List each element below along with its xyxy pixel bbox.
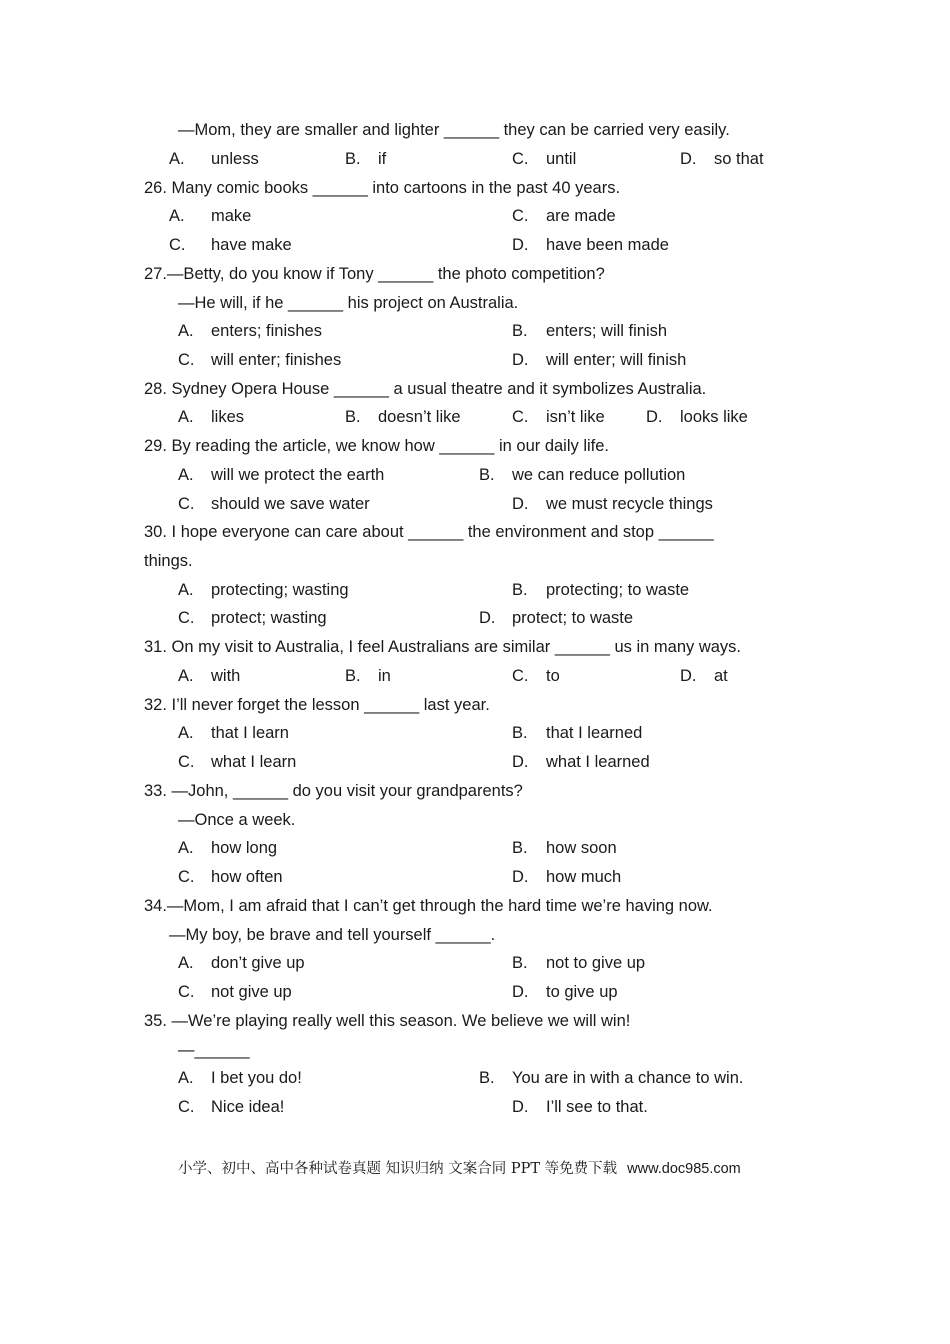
q27-option-a: enters; finishes (211, 322, 322, 340)
footer (178, 1159, 741, 1179)
q35-option-a: I bet you do! (211, 1069, 302, 1087)
q30-option-d: protect; to waste (512, 609, 634, 627)
q32-option-b: that I learned (546, 724, 643, 742)
q29-option-b: we can reduce pollution (512, 466, 686, 484)
q25-option-a-letter: A. (169, 150, 185, 168)
q25-reply: —Mom, they are smaller and lighter ______ they can be carried very easily. (178, 121, 730, 139)
q25-option-c: until (546, 150, 577, 168)
q25-option-d-letter: D. (680, 150, 697, 168)
q30-option-b-letter: B. (512, 581, 528, 599)
q35-option-d-letter: D. (512, 1098, 529, 1116)
q29-option-c-letter: C. (178, 495, 195, 513)
q34-reply: —My boy, be brave and tell yourself ______. (169, 926, 496, 944)
q30-option-a: protecting; wasting (211, 581, 349, 599)
footer-text: 小学、初中、高中各种试卷真题 知识归纳 文案合同 PPT 等免费下载 (178, 1161, 618, 1177)
q31-option-a: with (211, 667, 241, 685)
q26-option-c: have make (211, 236, 292, 254)
q33-option-b: how soon (546, 839, 617, 857)
q26-option-a: make (211, 207, 252, 225)
q30-option-b: protecting; to waste (546, 581, 690, 599)
q32-option-b-letter: B. (512, 724, 528, 742)
q27-option-d-letter: D. (512, 351, 529, 369)
q31-option-c-letter: C. (512, 667, 529, 685)
q25-option-c-letter: C. (512, 150, 529, 168)
q26-option-d: have been made (546, 236, 669, 254)
q31-option-b-letter: B. (345, 667, 361, 685)
q28-option-d: looks like (680, 408, 748, 426)
q30-stem: 30. I hope everyone can care about ______ the environment and stop ______ (144, 523, 714, 541)
q33-stem: 33. —John, ______ do you visit your grandparents? (144, 782, 523, 800)
q31-option-b: in (378, 667, 391, 685)
q28-option-c: isn’t like (546, 408, 605, 426)
footer-url[interactable]: www.doc985.com (627, 1161, 741, 1177)
q35-option-d: I’ll see to that. (546, 1098, 648, 1116)
q34-option-a-letter: A. (178, 954, 194, 972)
q27-option-b: enters; will finish (546, 322, 668, 340)
q25-option-b: if (378, 150, 387, 168)
q29-option-c: should we save water (211, 495, 370, 513)
q33-option-d-letter: D. (512, 868, 529, 886)
q32-option-d-letter: D. (512, 753, 529, 771)
q29-option-a: will we protect the earth (211, 466, 385, 484)
q28-option-d-letter: D. (646, 408, 663, 426)
q31-option-d-letter: D. (680, 667, 697, 685)
q25-option-b-letter: B. (345, 150, 361, 168)
q30-stem-cont: things. (144, 552, 193, 570)
q33-reply: —Once a week. (178, 811, 296, 829)
q28-option-c-letter: C. (512, 408, 529, 426)
q33-option-c: how often (211, 868, 283, 886)
q27-option-a-letter: A. (178, 322, 194, 340)
q34-option-b: not to give up (546, 954, 646, 972)
q28-option-a-letter: A. (178, 408, 194, 426)
q29-stem: 29. By reading the article, we know how ______ in our daily life. (144, 437, 610, 455)
q34-option-d: to give up (546, 983, 618, 1001)
q33-option-a: how long (211, 839, 278, 857)
q26-option-a-letter: A. (169, 207, 185, 225)
q31-option-d: at (714, 667, 728, 685)
q32-option-a-letter: A. (178, 724, 194, 742)
q35-stem: 35. —We’re playing really well this season. We believe we will win! (144, 1012, 631, 1030)
q32-option-c-letter: C. (178, 753, 195, 771)
q27-stem: 27.—Betty, do you know if Tony ______ the photo competition? (144, 265, 605, 283)
q26-stem: 26. Many comic books ______ into cartoons in the past 40 years. (144, 179, 621, 197)
q32-option-c: what I learn (211, 753, 297, 771)
q34-stem: 34.—Mom, I am afraid that I can’t get through the hard time we’re having now. (144, 897, 713, 915)
q29-option-d-letter: D. (512, 495, 529, 513)
q35-reply: —______ (178, 1041, 250, 1059)
q26-option-c-letter: C. (169, 236, 186, 254)
q27-option-b-letter: B. (512, 322, 528, 340)
q33-option-d: how much (546, 868, 622, 886)
q28-stem: 28. Sydney Opera House ______ a usual theatre and it symbolizes Australia. (144, 380, 707, 398)
q28-option-b: doesn’t like (378, 408, 461, 426)
q35-option-a-letter: A. (178, 1069, 194, 1087)
q30-option-a-letter: A. (178, 581, 194, 599)
q27-option-c: will enter; finishes (211, 351, 342, 369)
q34-option-a: don’t give up (211, 954, 305, 972)
q25-option-d: so that (714, 150, 764, 168)
q29-option-d: we must recycle things (546, 495, 713, 513)
q31-option-a-letter: A. (178, 667, 194, 685)
q31-option-c: to (546, 667, 560, 685)
q30-option-d-letter: D. (479, 609, 496, 627)
q33-option-a-letter: A. (178, 839, 194, 857)
q26-option-b: are made (546, 207, 616, 225)
q32-option-d: what I learned (546, 753, 650, 771)
q32-option-a: that I learn (211, 724, 289, 742)
q30-option-c: protect; wasting (211, 609, 327, 627)
q28-option-a: likes (211, 408, 245, 426)
q28-option-b-letter: B. (345, 408, 361, 426)
q27-option-c-letter: C. (178, 351, 195, 369)
q25-option-a: unless (211, 150, 259, 168)
q29-option-b-letter: B. (479, 466, 495, 484)
q33-option-b-letter: B. (512, 839, 528, 857)
q35-option-c: Nice idea! (211, 1098, 285, 1116)
q33-option-c-letter: C. (178, 868, 195, 886)
q34-option-c: not give up (211, 983, 292, 1001)
q26-option-b-letter: C. (512, 207, 529, 225)
q29-option-a-letter: A. (178, 466, 194, 484)
q31-stem: 31. On my visit to Australia, I feel Australians are similar ______ us in many ways. (144, 638, 742, 656)
q27-reply: —He will, if he ______ his project on Australia. (178, 294, 519, 312)
q32-stem: 32. I’ll never forget the lesson ______ last year. (144, 696, 490, 714)
q34-option-d-letter: D. (512, 983, 529, 1001)
q35-option-b: You are in with a chance to win. (512, 1069, 744, 1087)
q27-option-d: will enter; will finish (546, 351, 687, 369)
q35-option-c-letter: C. (178, 1098, 195, 1116)
q34-option-b-letter: B. (512, 954, 528, 972)
q34-option-c-letter: C. (178, 983, 195, 1001)
q26-option-d-letter: D. (512, 236, 529, 254)
q30-option-c-letter: C. (178, 609, 195, 627)
q35-option-b-letter: B. (479, 1069, 495, 1087)
